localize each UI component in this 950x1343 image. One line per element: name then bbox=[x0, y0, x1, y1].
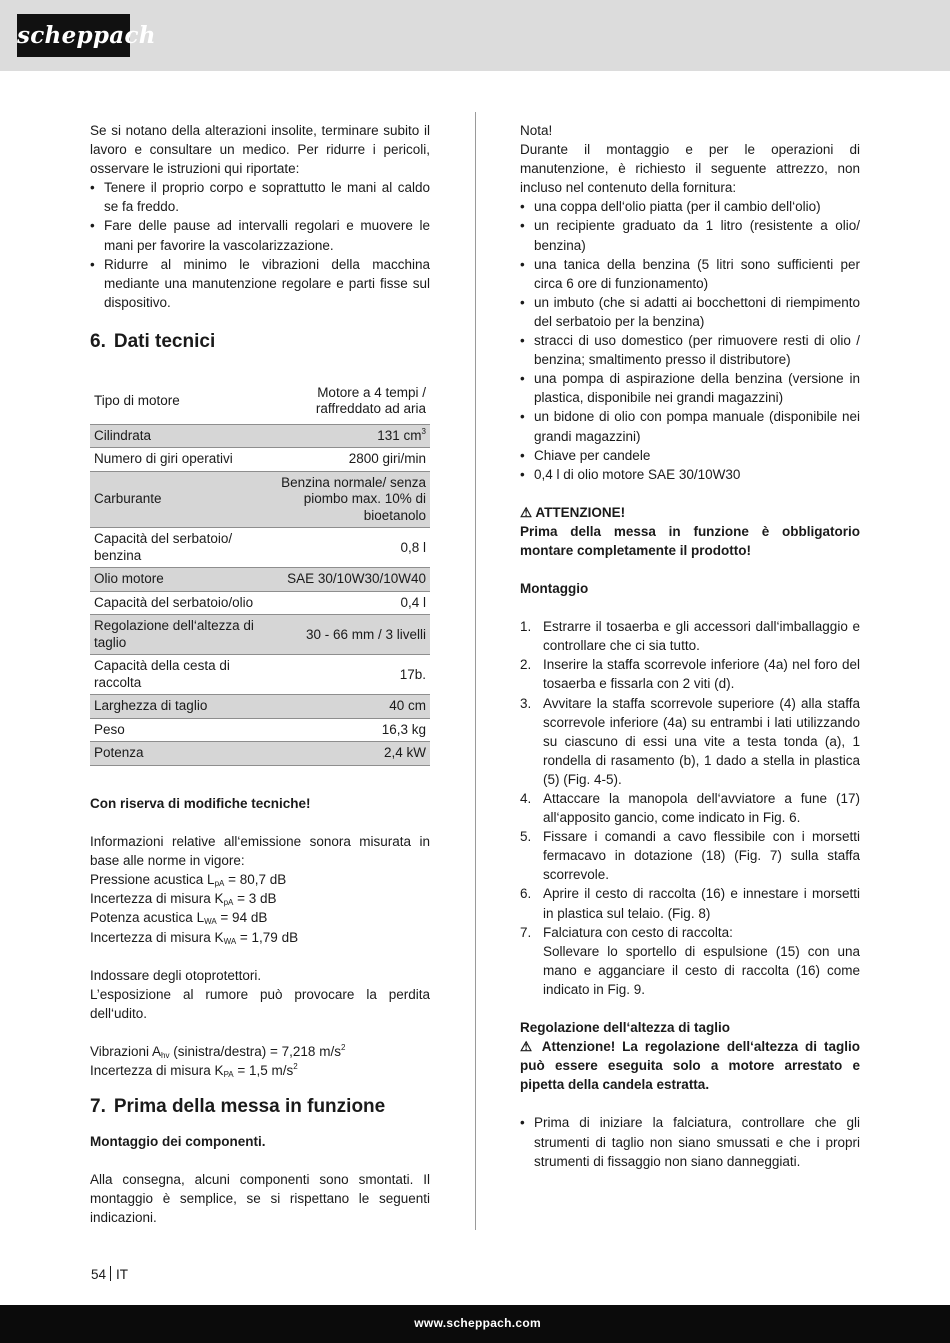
list-item: • Ridurre al minimo le vibrazioni della macchina mediante una manutenzione regolare e parti fisse sul dispositivo. bbox=[90, 255, 430, 312]
ear-protection-text: Indossare degli otoprotettori. bbox=[90, 967, 262, 983]
spec-label: Tipo di motore bbox=[90, 379, 265, 425]
warning-icon: ⚠ bbox=[520, 1039, 536, 1055]
table-row bbox=[90, 424, 430, 448]
table-row bbox=[90, 615, 430, 655]
section-7-heading: 7. Prima della messa in funzione bbox=[90, 1096, 386, 1118]
spec-value: 30 - 66 mm / 3 livelli bbox=[265, 615, 430, 655]
technical-data-table bbox=[90, 379, 430, 766]
table-row bbox=[90, 528, 430, 568]
vibration-line-1: Vibrazioni $A_{hv}$ (sinistra/destra) = 7,218 $m/s^2$ bbox=[90, 1042, 346, 1060]
list-item: • un bidone di olio con pompa manuale (disponibile nei grandi magazzini) bbox=[520, 407, 860, 445]
list-item: • un imbuto (che si adatti ai bocchettoni di riempimento del serbatoio per la benzina) bbox=[520, 293, 860, 331]
spec-label: Larghezza di taglio bbox=[90, 695, 265, 719]
page-number: 54 IT bbox=[91, 1267, 129, 1282]
spec-value: Benzina normale/ senza piombo max. 10% di bioetanolo bbox=[265, 471, 430, 528]
spec-label: Peso bbox=[90, 718, 265, 742]
spec-label: Capacità della cesta di raccolta bbox=[90, 655, 265, 695]
list-item: • Chiave per candele bbox=[520, 446, 860, 465]
list-item: 3. Avvitare la staffa scorrevole superiore (4) alla staffa scorrevole inferiore (4a) su entrambi i lati utilizzando su ciascuno di essi una vite a testa tonda (a), 1 rondella di rasamento (b), 1 dado a stella in plastica (5) (Fig. 4-5). bbox=[520, 695, 860, 787]
list-item: 6. Aprire il cesto di raccolta (16) e innestare i morsetti in plastica sul telaio. (Fig. 8) bbox=[520, 886, 860, 921]
spec-value: 131 $cm^3$ bbox=[265, 424, 430, 448]
spec-label: Potenza bbox=[90, 742, 265, 766]
note-title: Nota! bbox=[520, 123, 553, 138]
left-column bbox=[90, 121, 430, 1227]
spec-value: 17b. bbox=[265, 655, 430, 695]
warning-icon: ⚠ bbox=[520, 504, 533, 520]
table-row bbox=[90, 591, 430, 615]
page-header bbox=[0, 0, 950, 71]
list-item: • Tenere il proprio corpo e soprattutto le mani al caldo se fa freddo. bbox=[90, 178, 430, 216]
spec-label: Regolazione dell‘altezza di taglio bbox=[90, 615, 265, 655]
list-item: 4. Attaccare la manopola dell‘avviatore a fune (17) all‘apposito gancio, come indicato in Fig. 6. bbox=[520, 791, 860, 826]
reserve-notice: Con riserva di modifiche tecniche! bbox=[90, 795, 311, 811]
noise-line-3: Potenza acustica $L_{WA} = 94$ dB bbox=[90, 910, 268, 927]
table-row bbox=[90, 471, 430, 528]
spec-value: 40 cm bbox=[265, 695, 430, 719]
spec-value: 0,8 l bbox=[265, 528, 430, 568]
intro-paragraph: Se si notano della alterazioni insolite, terminare subito il lavoro e consultare un medico. Per ridurre i pericoli, osservare le istruzioni qui riportate: bbox=[90, 123, 430, 177]
tools-list bbox=[520, 197, 860, 483]
spec-value: SAE 30/10W30/10W40 bbox=[265, 568, 430, 592]
website-url: www.scheppach.com bbox=[414, 1316, 541, 1330]
spec-label: Carburante bbox=[90, 471, 265, 528]
warning-title: ⚠ ATTENZIONE! bbox=[520, 504, 626, 520]
list-item: 1. Estrarre il tosaerba e gli accessori dall‘imballaggio e controllare che ci sia tutto. bbox=[520, 619, 860, 654]
spec-label: Capacità del serbatoio/olio bbox=[90, 591, 265, 615]
spec-value: 2800 giri/min bbox=[265, 448, 430, 472]
list-item: • un recipiente graduato da 1 litro (resistente a olio/ benzina) bbox=[520, 216, 860, 254]
noise-line-4: Incertezza di misura $K_{WA} = 1,79$ dB bbox=[90, 929, 299, 946]
spec-label: Olio motore bbox=[90, 568, 265, 592]
right-column bbox=[520, 121, 860, 1171]
assembly-steps bbox=[520, 617, 860, 999]
section-6-heading: 6. Dati tecnici bbox=[90, 330, 216, 352]
mount-heading: Montaggio bbox=[520, 581, 589, 597]
list-item: • una tanica della benzina (5 litri sono sufficienti per circa 6 ore di funzionamento) bbox=[520, 255, 860, 293]
spec-label: Cilindrata bbox=[90, 424, 265, 448]
final-bullet-list bbox=[520, 1113, 860, 1170]
table-row bbox=[90, 568, 430, 592]
table-row bbox=[90, 742, 430, 766]
list-item: • stracci di uso domestico (per rimuovere resti di olio / benzina; smaltimento presso il distributore) bbox=[520, 331, 860, 369]
list-item: • 0,4 l di olio motore SAE 30/10W30 bbox=[520, 465, 860, 484]
list-item: 2. Inserire la staffa scorrevole inferiore (4a) nel foro del tosaerba e fissarla con 2 viti (d). bbox=[520, 657, 860, 692]
column-divider bbox=[475, 112, 476, 1230]
noise-warning-text: L’esposizione al rumore può provocare la perdita dell‘udito. bbox=[90, 986, 430, 1021]
list-item: • una pompa di aspirazione della benzina (versione in plastica, disponibile nei grandi magazzini) bbox=[520, 369, 860, 407]
height-warning: ⚠ Attenzione! La regolazione dell‘altezza di taglio può essere eseguita solo a motore arrestato e pipetta della candela estratta. bbox=[520, 1039, 860, 1093]
spec-label: Numero di giri operativi bbox=[90, 448, 265, 472]
list-item: 5. Fissare i comandi a cavo flessibile con i morsetti fermacavo in dotazione (18) (Fig. 7) sulla staffa scorrevole. bbox=[520, 829, 860, 883]
assembly-heading: Montaggio dei componenti. bbox=[90, 1134, 266, 1150]
page-footer bbox=[0, 1305, 950, 1343]
spec-label: Capacità del serbatoio/ benzina bbox=[90, 528, 265, 568]
warning-text: Prima della messa in funzione è obbligatorio montare completamente il prodotto! bbox=[520, 523, 860, 558]
noise-intro: Informazioni relative all‘emissione sonora misurata in base alle norme in vigore: bbox=[90, 834, 430, 869]
list-item: 7. Falciatura con cesto di raccolta: Sollevare lo sportello di espulsione (15) con una mano e agganciare il cesto di raccolta (16) come indicato in Fig. 9. bbox=[520, 924, 860, 997]
note-text: Durante il montaggio e per le operazioni di manutenzione, è richiesto il seguente attrezzo, non incluso nel contenuto della fornitura: bbox=[520, 142, 860, 196]
list-item: • Prima di iniziare la falciatura, controllare che gli strumenti di taglio non siano smussati e che i propri strumenti di fissaggio non siano danneggiati. bbox=[520, 1113, 860, 1170]
list-item: • una coppa dell‘olio piatta (per il cambio dell‘olio) bbox=[520, 197, 860, 216]
list-item: • Fare delle pause ad intervalli regolari e muovere le mani per favorire la vascolarizzazione. bbox=[90, 216, 430, 254]
spec-value: 16,3 kg bbox=[265, 718, 430, 742]
brand-logo: scheppach bbox=[17, 14, 130, 57]
height-heading: Regolazione dell‘altezza di taglio bbox=[520, 1020, 731, 1036]
table-row bbox=[90, 655, 430, 695]
intro-bullet-list bbox=[90, 178, 430, 312]
table-row bbox=[90, 448, 430, 472]
table-row bbox=[90, 695, 430, 719]
spec-value: 0,4 l bbox=[265, 591, 430, 615]
table-row bbox=[90, 718, 430, 742]
table-row bbox=[90, 379, 430, 425]
spec-value: Motore a 4 tempi / raffreddato ad aria bbox=[265, 379, 430, 425]
assembly-text: Alla consegna, alcuni componenti sono smontati. Il montaggio è semplice, se si rispettano le seguenti indicazioni. bbox=[90, 1172, 430, 1226]
noise-line-1: Pressione acustica $L_{pA} = 80,7$ dB bbox=[90, 872, 287, 889]
vibration-line-2: Incertezza di misura $K_{PA} = 1,5$ $m/s^2$ bbox=[90, 1061, 298, 1079]
noise-line-2: Incertezza di misura $K_{pA} = 3$ dB bbox=[90, 891, 277, 908]
spec-value: 2,4 kW bbox=[265, 742, 430, 766]
